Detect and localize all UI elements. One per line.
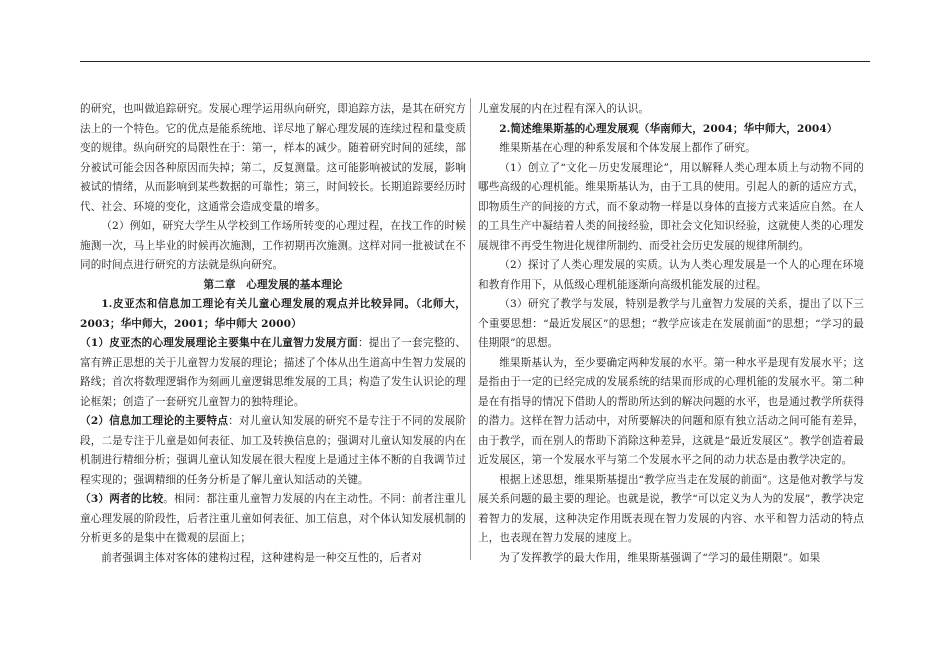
right-column [478, 100, 864, 568]
paragraph: （2）探讨了人类心理发展的实质。认为人类心理发展是一个人的心理在环境和教育作用下，从低级心理机能逐渐向高级机能发展的过程。 [478, 259, 864, 291]
chapter-heading: 第二章 心理发展的基本理论 [203, 278, 343, 291]
paragraph: 前者强调主体对客体的建构过程，这种建构是一种交互性的，后者对 [101, 551, 422, 564]
paragraph: 为了发挥教学的最大作用，维果斯基强调了“学习的最佳期限”。如果 [499, 551, 821, 564]
answer-point-3 [80, 490, 466, 549]
answer-point-head: （3）两者的比较 [80, 493, 164, 505]
answer-point-head: （1）皮亚杰的心理发展理论主要集中在儿童智力发展方面 [80, 337, 358, 349]
paragraph: （1）创立了“文化－历史发展理论”，用以解释人类心理本质上与动物不同的哪些高级的心理机能。维果斯基认为，由于工具的使用。引起人的新的适应方式，即物质生产的间接的方式，而不象动物一样是以身体的直接方式来适应自然。在人的工具生产中凝结着人类的间接经验，即社会文化知识经验，这就使人类的心理发展规律不再受生物进化规律所制约、而受社会历史发展的规律所制约。 [478, 161, 864, 252]
paragraph: 的研究，也叫做追踪研究。发展心理学运用纵向研究，即追踪方法，是其在研究方法上的一个特色。它的优点是能系统地、详尽地了解心理发展的连续过程和量变质变的规律。纵向研究的局限性在于：第一，样本的减少。随着研究时间的延续，部分被试可能会因各种原因而失掉；第二，反复测量。这可能影响被试的发展，影响被试的情绪，从而影响到某些数据的可靠性；第三，时间较长。长期追踪要经历时代、社会、环境的变化，这通常会造成变量的增多。 [80, 103, 466, 213]
header-rule [80, 61, 870, 62]
answer-point-body: 。相同：都注重儿童智力发展的内在主动性。不同：前者注重儿童心理发展的阶段性，后者注重儿童如何表征、加工信息，对个体认知发展机制的分析更多的是集中在微观的层面上； [80, 493, 466, 544]
column-divider [470, 98, 471, 560]
question-heading: 1.皮亚杰和信息加工理论有关儿童心理发展的观点并比较异同。（北师大，2003；华中师大，2001；华中师大 2000） [80, 298, 466, 330]
paragraph: 儿童发展的内在过程有深入的认识。 [478, 103, 650, 115]
paragraph: （2）例如，研究大学生从学校到工作场所转变的心理过程，在找工作的时候施测一次，马上毕业的时候再次施测，工作初期再次施测。这样对同一批被试在不同的时间点进行研究的方法就是纵向研究。 [80, 220, 466, 271]
question-heading: 2.简述维果斯基的心理发展观（华南师大，2004；华中师大，2004） [499, 122, 838, 135]
answer-point-2 [80, 412, 466, 490]
answer-point-body: ：对儿童认知发展的研究不是专注于不同的发展阶段，二是专注于儿童是如何表征、加工及转换信息的；强调对儿童认知发展的内在机制进行精细分析；强调儿童认知发展在很大程度上是通过主体不断的自我调节过程实现的；强调精细的任务分析是了解儿童认知活动的关键。 [80, 415, 466, 486]
paragraph: 根据上述思想，维果斯基提出“教学应当走在发展的前面”。这是他对教学与发展关系问题的最主要的理论。也就是说，教学“可以定义为人为的发展”，教学决定着智力的发展，这种决定作用既表现在智力发展的内容、水平和智力活动的特点上，也表现在智力发展的速度上。 [478, 473, 864, 544]
paragraph: （3）研究了教学与发展，特别是教学与儿童智力发展的关系，提出了以下三个重要思想：“最近发展区”的思想；“教学应该走在发展前面”的思想；“学习的最佳期限”的思想。 [478, 298, 864, 349]
answer-point-head: （2）信息加工理论的主要特点 [80, 415, 229, 427]
paragraph: 维果斯基认为，至少要确定两种发展的水平。第一种水平是现有发展水平；这是指由于一定的已经完成的发展系统的结果而形成的心理机能的发展水平。第二种是在有指导的情况下借助人的帮助所达到的解决问题的水平，也是通过教学所获得的潜力。这样在智力活动中，对所要解决的问题和原有独立活动之间可能有差异，由于教学，而在别人的帮助下消除这种差异，这就是“最近发展区”。教学创造着最近发展区，第一个发展水平与第二个发展水平之间的动力状态是由教学决定的。 [478, 356, 864, 466]
left-column [80, 100, 466, 568]
answer-point-body: ：提出了一套完整的、富有辨正思想的关于儿童智力发展的理论；描述了个体从出生道高中生智力发展的路线；首次将数理逻辑作为刻画儿童逻辑思维发展的工具；构造了发生认识论的理论框架；创造了一套研究儿童智力的独特理论。 [80, 337, 467, 408]
paragraph: 维果斯基在心理的种系发展和个体发展上都作了研究。 [499, 142, 756, 154]
answer-point-1 [80, 334, 466, 412]
